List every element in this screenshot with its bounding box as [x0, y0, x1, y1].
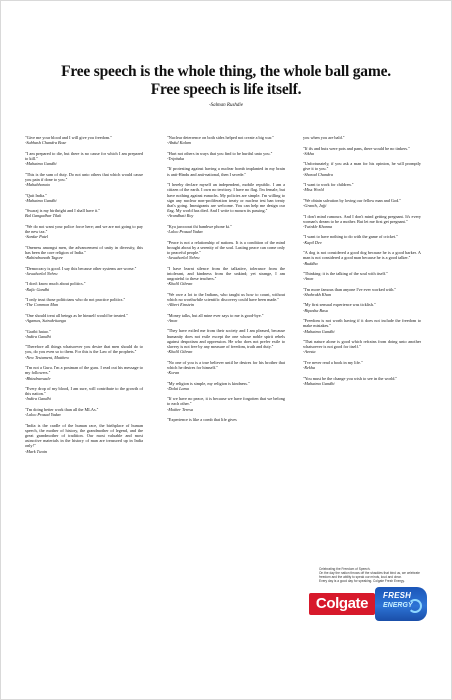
quote-text: "I'm more famous than anyone I've ever worked with." [303, 286, 397, 292]
quote-item [25, 365, 143, 381]
quote-author: -Tripitaka [167, 155, 185, 161]
swirl-icon [408, 599, 422, 613]
quote-author: -Indira Gandhi [25, 396, 51, 402]
quote-author: -Anon [167, 317, 178, 323]
quote-text: you when you are bald." [303, 135, 345, 140]
quote-author: -Mahatma Gandhi [25, 161, 57, 167]
quote-text: "My religion is simple, my religion is kindness." [167, 380, 250, 386]
colgate-ad-block [309, 567, 427, 625]
quote-item [25, 329, 143, 339]
quote-text: "Every drop of my blood, I am sure, will contribute to the growth of this nation." [25, 386, 143, 397]
quote-author: Bal Gangadhar Tilak [25, 213, 62, 219]
quote-item [167, 240, 285, 261]
quote-item [303, 376, 421, 386]
quote-item [303, 182, 421, 192]
quote-item [303, 271, 421, 281]
quote-text: "A dog is not considered a good dog because he is a good barker. A man is not considered a good man because he is a good talker." [303, 250, 421, 261]
quote-text: "I don't know much about politics." [25, 281, 86, 287]
quote-item [25, 172, 143, 188]
quote-item [25, 423, 143, 454]
quote-author: -Subhash Chandra Bose [25, 140, 67, 146]
quote-author: -Mahatma Gandhi [303, 380, 335, 386]
quote-text: "I only trust those politicians who do not practice politics." [25, 297, 126, 303]
quote-author: -The Common Man [25, 302, 59, 308]
quote-author: -Miss World [303, 187, 324, 193]
quote-item [167, 328, 285, 354]
quote-author: -Sikha [303, 150, 314, 156]
quote-text: "Kya jarooorat thi bambwe phone ki." [167, 223, 232, 229]
quote-item [303, 287, 421, 297]
quote-author: -Twinkle Khanna [303, 223, 333, 229]
quote-text: "My first sensual experience was ticklish." [303, 302, 376, 308]
headline-line-2: Free speech is life itself. [150, 81, 302, 98]
quote-text: "I've never read a book in my life." [303, 359, 363, 365]
quote-item [167, 292, 285, 308]
quote-item [167, 381, 285, 391]
quote-item [303, 214, 421, 230]
quote-text: "I want to work for children." [303, 182, 354, 188]
quote-item [167, 396, 285, 412]
quote-text: "I don't mind rumours. And I don't mind getting pregnant. It's every woman's dream to be a mother. But let me first get pregnant." [303, 213, 421, 224]
quote-item [25, 135, 143, 145]
quote-text: "I want to have nothing to do with the game of cricket." [303, 234, 398, 240]
quote-text: "Swaraj is my birthright and I shall have it." [25, 208, 101, 214]
quote-text: "Oneness amongst men, the advancement of unity in diversity, this has been the core religion of India." [25, 244, 143, 256]
quote-author: -Mahabharata [25, 182, 50, 188]
quote-text: "Hurt not others in ways that you find to be hurtful unto you." [167, 150, 273, 156]
tube-label-fresh: FRESH [383, 591, 412, 600]
quote-item [25, 313, 143, 323]
quote-author: -Agamas, Sutrakritanga [25, 318, 66, 324]
quote-text: "I'm not a Guru. I'm a postman of the guru. I read out his message to my followers." [25, 365, 143, 376]
quote-author: -Jawaharlal Nehru [25, 270, 58, 276]
quote-author: -Kapil Dev [303, 239, 322, 245]
quote-item [25, 151, 143, 167]
quote-author: -Rabindranath Tagore [25, 255, 63, 261]
quote-item [167, 417, 285, 422]
quote-text: "Peace is not a relationship of nations. It is a condition of the mind brought about by a serenity of the soul. Lasting peace can come only to peaceful people." [167, 239, 285, 255]
quote-text: "One should treat all beings as he himself would be treated." [25, 312, 128, 318]
quote-author: -Bhindranwale [25, 375, 51, 381]
quote-text: "Therefore all things whatsoever you desire that men should do to you, do you even so to them. For this is the Law of the prophets." [25, 344, 143, 355]
quote-text: "That nature alone is good which refrains from doing unto another whatsoever is not good for itself." [303, 339, 421, 350]
quote-author: -Granth, Jajji [303, 203, 327, 209]
quote-author: -Jawaharlal Nehru [167, 255, 200, 261]
quote-column-3 [303, 135, 421, 391]
quote-author: -Mahatma Gandhi [303, 328, 335, 334]
quote-item [303, 360, 421, 370]
quote-author: -New Testament, Matthew [25, 354, 70, 360]
quote-item [303, 250, 421, 266]
quote-author: -Anon [303, 276, 314, 282]
quote-item [303, 198, 421, 208]
quote-item [25, 266, 143, 276]
quote-item [167, 151, 285, 161]
quote-item [167, 224, 285, 234]
quote-author: -Albert Einstein [167, 302, 195, 308]
headline-byline: -Salman Rushdie [208, 103, 244, 108]
quote-text: "We owe a lot to the Indians, who taught us how to count, without which no worthwhile scientific discovery could have been made." [167, 291, 285, 302]
quote-text: "Experience is like a comb that life gives [167, 417, 237, 423]
quote-text: "If protesting against having a nuclear bomb implanted in my brain is anti-Hindu and anti-national, then I secede." [167, 166, 285, 177]
quote-item [167, 182, 285, 218]
quote-text: "You must be the change you wish to see in the world." [303, 375, 398, 381]
quote-text: "Garibi hatao." [25, 328, 51, 334]
quote-author: -Koran [167, 370, 180, 376]
headline [11, 63, 441, 99]
quote-item [303, 234, 421, 244]
quote-item [25, 208, 143, 218]
quote-author: -Abdul Kalam [167, 140, 191, 146]
quote-item [167, 166, 285, 176]
quote-author: -Mark Twain [25, 448, 47, 454]
quote-author: -Sharad Chandra [303, 171, 333, 177]
quote-item [303, 146, 421, 156]
quote-column-2 [167, 135, 285, 428]
quote-text: "Freedom is not worth having if it does not include the freedom to make mistakes." [303, 318, 421, 329]
quote-text: "Money talks, but all mine ever says to me is good-bye." [167, 312, 264, 318]
ad-copy-line: Every day is a good day for speaking. Colgate Fresh Energy. [319, 579, 405, 583]
ad-logos [309, 587, 427, 623]
quote-text: "We obtain salvation by loving our fellow man and God." [303, 197, 402, 203]
ad-copy [309, 567, 427, 583]
quote-column-1 [25, 135, 143, 459]
quote-text: "They have exiled me from their society and I am pleased, because humanity does not exile except the one whose noble spirit rebels against despotism and oppression. He who does not prefer exile to slavery is not free by any measure of freedom, truth and duty." [167, 328, 285, 349]
quote-author: -Sardar Patel [25, 234, 49, 240]
quote-text: "Unfortunately, if you ask a man for his opinion, he will promptly give it to you." [303, 161, 421, 172]
quote-item [303, 302, 421, 312]
quote-text: "I'm doing better work than all the MLAs." [25, 406, 99, 412]
quote-text: "No one of you is a true believer until he desires for his brother that which he desires for himself." [167, 359, 285, 370]
quote-item [25, 193, 143, 203]
quote-text: "If we have no peace, it is because we have forgotten that we belong to each other." [167, 396, 285, 407]
toothpaste-tube [375, 587, 427, 621]
quote-author: -Khalil Gibran [167, 349, 193, 355]
quote-item [25, 297, 143, 307]
quote-author: -Laloo Prasad Yadav [167, 229, 203, 235]
quote-item [167, 266, 285, 287]
quote-item [167, 360, 285, 376]
quote-text: "Thinking: it is the talking of the soul with itself." [303, 271, 388, 277]
quote-text: "I have learnt silence from the talkative, tolerance from the intolerant, and kindness from the unkind; yet strange, I am ungrateful to these teachers." [167, 265, 285, 282]
quote-author: -Khalil Gibran [167, 281, 193, 287]
quote-item [303, 161, 421, 177]
quote-text: "I hereby declare myself an independent, mobile republic. I am a citizen of the earth. I own no territory. I have no flag. I'm female, but have nothing against eunuchs. My policies are simple. I'm willing to sign any nuclear non-proliferation treaty or nuclear test ban treaty that's going. Immigrants are welcome. You can help me design our flag. My world has died. And I write to mourn its passing." [167, 182, 285, 214]
quote-text: "If ifs and buts were pots and pans, there would be no tinkers." [303, 145, 410, 151]
tube-label-energy: ENERGY [383, 602, 413, 609]
quote-item [25, 245, 143, 261]
quote-item [167, 135, 285, 145]
quote-item [303, 339, 421, 355]
quote-author: -Mahatma Gandhi [25, 197, 57, 203]
quote-text: "I am prepared to die, but there is no cause for which I am prepared to kill." [25, 150, 143, 161]
quote-text: "We do not want your police force here; and we are not going to pay the new tax." [25, 223, 143, 235]
quote-author: -Dalai Lama [167, 385, 189, 391]
colgate-logo: Colgate [309, 593, 375, 615]
ad-copy-line: freedom and the ability to speak our minds, loud and clear. [319, 575, 402, 579]
quote-author: -Rafic Gandhi [25, 286, 50, 292]
quote-item [25, 281, 143, 291]
quote-text: "Nuclear deterrence on both sides helped not create a big war." [167, 135, 274, 140]
quote-author: -Bipasha Basu [303, 307, 328, 313]
quote-text: "Democracy is good. I say this because other systems are worse." [25, 265, 137, 271]
quote-author: -Mother Teresa [167, 406, 194, 412]
quote-item [303, 135, 421, 140]
ad-copy-line: Celebrating the Freedom of Speech. [319, 567, 371, 571]
quote-author: -Laloo Prasad Yadav [25, 412, 61, 418]
quote-author: -Rekha [303, 365, 316, 371]
ad-copy-line: On the day the nation throws off the shackles that bind us, we celebrate [319, 571, 420, 575]
quote-item [25, 407, 143, 417]
quote-item [25, 344, 143, 360]
quote-text: "This is the sum of duty. Do not unto others that which would cause you pain if done to you." [25, 171, 143, 182]
quote-item [25, 224, 143, 240]
quote-text: "Quit India." [25, 192, 47, 198]
quote-author: -Shahrukh Khan [303, 291, 331, 297]
quote-item [25, 386, 143, 402]
headline-line-1: Free speech is the whole thing, the whole ball game. [61, 63, 391, 80]
quote-author: -Buddha [303, 260, 318, 266]
quote-text: "Give me your blood and I will give you freedom." [25, 135, 113, 140]
quote-author: -Indira Gandhi [25, 333, 51, 339]
quote-item [167, 313, 285, 323]
quote-author: -Arundhati Roy [167, 213, 194, 219]
quote-text: "India is the cradle of the human race, the birthplace of human speech, the mother of history, the grandmother of legend, and the great grandmother of tradition. Our most valuable and most astructive materials in the history of man are treasured up in India only!" [25, 422, 143, 449]
quote-author: -Avesta [303, 349, 316, 355]
quote-item [303, 318, 421, 334]
